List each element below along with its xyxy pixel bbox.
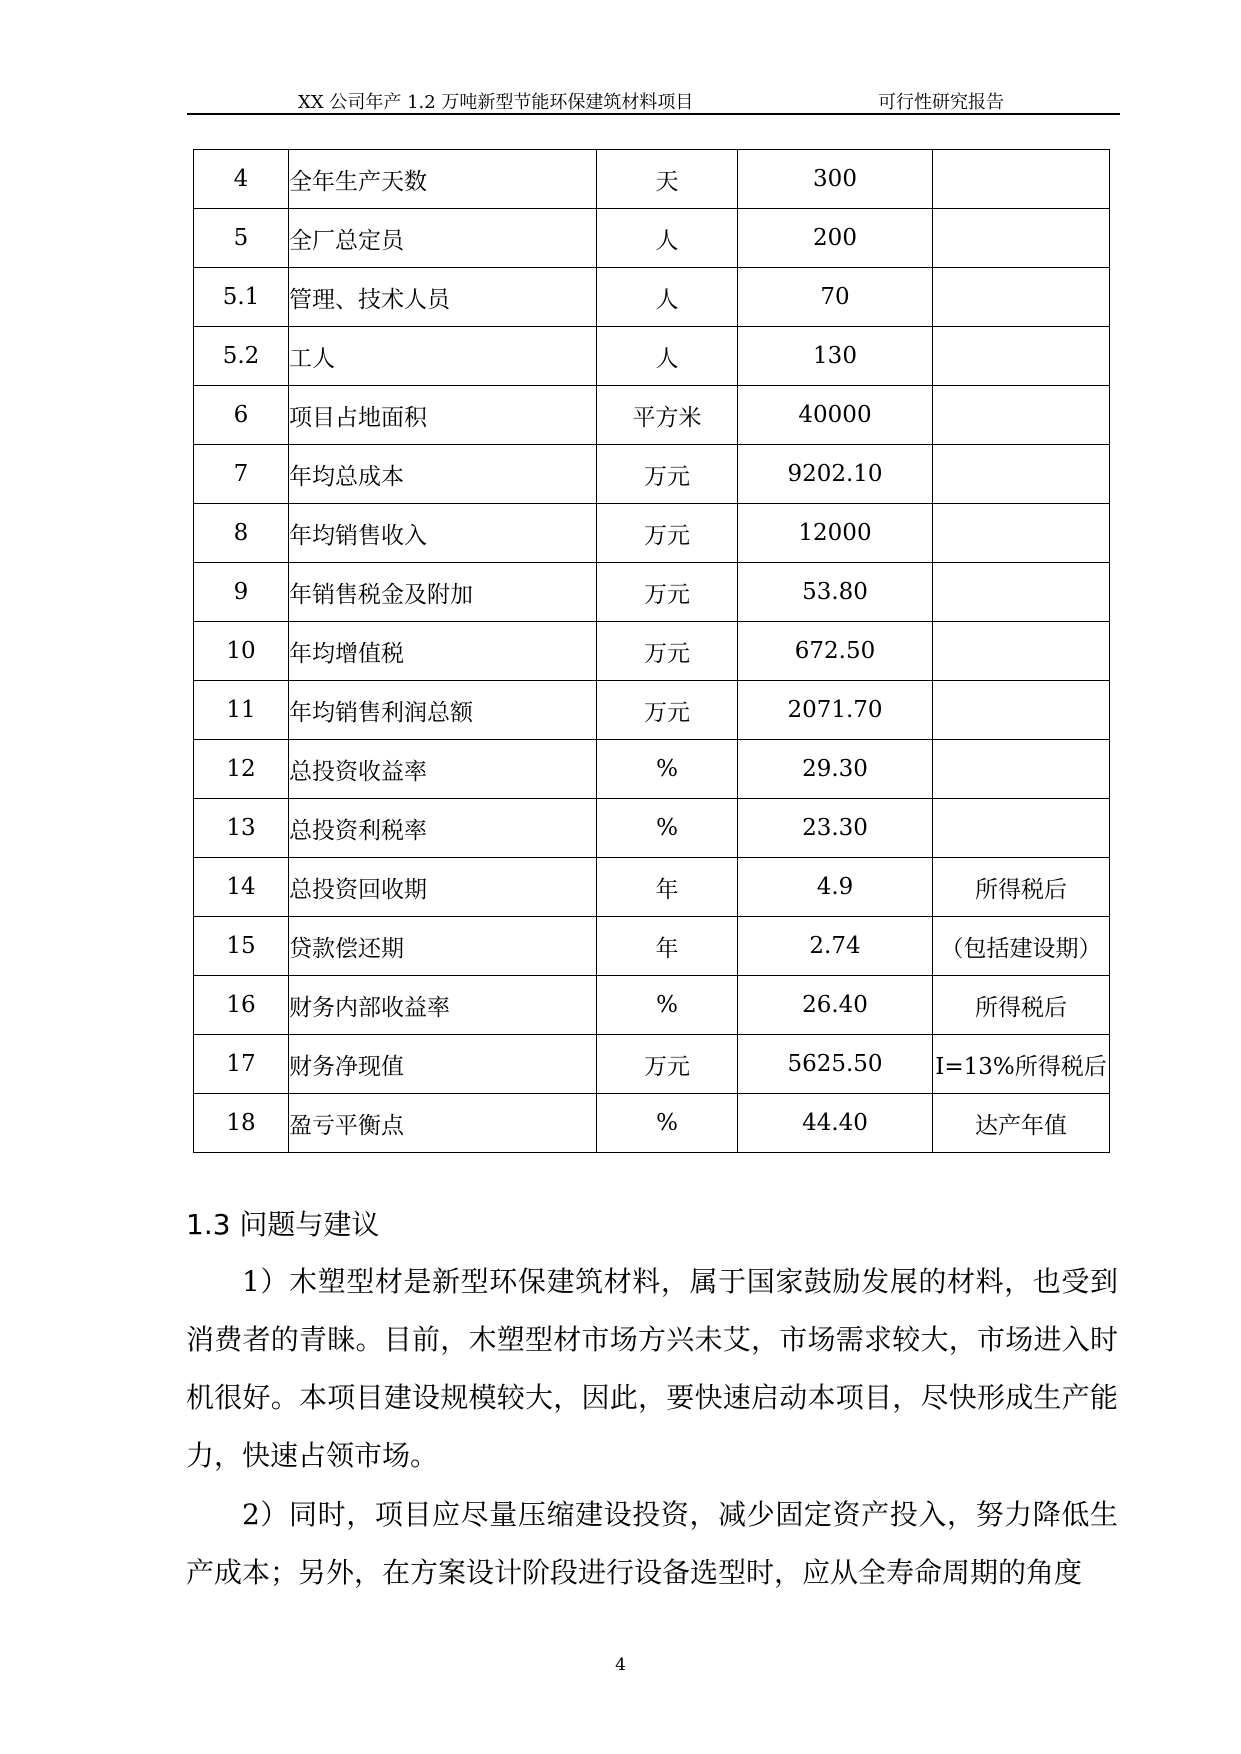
- page-header: [187, 84, 1120, 114]
- cell-unit: 万元: [597, 1035, 738, 1094]
- cell-value: 44.40: [738, 1094, 933, 1153]
- table-row: [194, 1094, 1110, 1153]
- cell-note: （包括建设期）: [933, 917, 1110, 976]
- cell-value: 53.80: [738, 563, 933, 622]
- cell-item: 总投资回收期: [289, 858, 597, 917]
- cell-unit: 人: [597, 327, 738, 386]
- table-row: [194, 150, 1110, 209]
- cell-item: 总投资收益率: [289, 740, 597, 799]
- cell-unit: %: [597, 740, 738, 799]
- cell-item: 全厂总定员: [289, 209, 597, 268]
- cell-number: 5.2: [194, 327, 289, 386]
- cell-unit: %: [597, 1094, 738, 1153]
- cell-note: [933, 504, 1110, 563]
- cell-number: 14: [194, 858, 289, 917]
- cell-item: 年均总成本: [289, 445, 597, 504]
- cell-value: 40000: [738, 386, 933, 445]
- cell-item: 盈亏平衡点: [289, 1094, 597, 1153]
- header-report-type: 可行性研究报告: [878, 92, 1004, 113]
- cell-note: [933, 327, 1110, 386]
- cell-number: 7: [194, 445, 289, 504]
- cell-value: 300: [738, 150, 933, 209]
- cell-value: 4.9: [738, 858, 933, 917]
- cell-number: 4: [194, 150, 289, 209]
- cell-value: 2.74: [738, 917, 933, 976]
- cell-unit: 万元: [597, 681, 738, 740]
- cell-note: [933, 209, 1110, 268]
- cell-item: 贷款偿还期: [289, 917, 597, 976]
- table-row: [194, 622, 1110, 681]
- table-row: [194, 504, 1110, 563]
- cell-value: 9202.10: [738, 445, 933, 504]
- cell-note: [933, 563, 1110, 622]
- cell-note: I=13%所得税后: [933, 1035, 1110, 1094]
- cell-note: [933, 268, 1110, 327]
- cell-item: 年均销售收入: [289, 504, 597, 563]
- table-row: [194, 799, 1110, 858]
- cell-number: 16: [194, 976, 289, 1035]
- cell-unit: %: [597, 799, 738, 858]
- table-row: [194, 563, 1110, 622]
- cell-note: [933, 150, 1110, 209]
- page-number: 4: [615, 1655, 626, 1675]
- table-row: [194, 681, 1110, 740]
- table-row: [194, 917, 1110, 976]
- cell-note: 达产年值: [933, 1094, 1110, 1153]
- cell-unit: 万元: [597, 504, 738, 563]
- cell-item: 年均销售利润总额: [289, 681, 597, 740]
- header-divider: [187, 113, 1120, 115]
- cell-unit: 年: [597, 858, 738, 917]
- table-row: [194, 1035, 1110, 1094]
- cell-value: 200: [738, 209, 933, 268]
- table-row: [194, 445, 1110, 504]
- cell-item: 年均增值税: [289, 622, 597, 681]
- cell-item: 管理、技术人员: [289, 268, 597, 327]
- table-row: [194, 858, 1110, 917]
- cell-unit: 人: [597, 268, 738, 327]
- cell-number: 8: [194, 504, 289, 563]
- table-row: [194, 209, 1110, 268]
- cell-number: 10: [194, 622, 289, 681]
- cell-number: 15: [194, 917, 289, 976]
- cell-value: 672.50: [738, 622, 933, 681]
- cell-value: 5625.50: [738, 1035, 933, 1094]
- cell-item: 总投资利税率: [289, 799, 597, 858]
- cell-unit: 万元: [597, 563, 738, 622]
- cell-unit: 万元: [597, 445, 738, 504]
- cell-unit: %: [597, 976, 738, 1035]
- cell-value: 70: [738, 268, 933, 327]
- cell-note: 所得税后: [933, 976, 1110, 1035]
- cell-unit: 年: [597, 917, 738, 976]
- cell-number: 5.1: [194, 268, 289, 327]
- cell-note: [933, 681, 1110, 740]
- cell-item: 项目占地面积: [289, 386, 597, 445]
- cell-number: 6: [194, 386, 289, 445]
- table-row: [194, 268, 1110, 327]
- cell-number: 13: [194, 799, 289, 858]
- cell-unit: 平方米: [597, 386, 738, 445]
- cell-number: 17: [194, 1035, 289, 1094]
- cell-item: 工人: [289, 327, 597, 386]
- cell-value: 26.40: [738, 976, 933, 1035]
- cell-item: 全年生产天数: [289, 150, 597, 209]
- paragraph-2: 2）同时，项目应尽量压缩建设投资，减少固定资产投入，努力降低生产成本；另外，在方案设计阶段进行设备选型时，应从全寿命周期的角度: [186, 1498, 1118, 1589]
- cell-value: 2071.70: [738, 681, 933, 740]
- cell-value: 23.30: [738, 799, 933, 858]
- cell-item: 财务净现值: [289, 1035, 597, 1094]
- cell-value: 29.30: [738, 740, 933, 799]
- cell-unit: 万元: [597, 622, 738, 681]
- table-row: [194, 976, 1110, 1035]
- cell-number: 9: [194, 563, 289, 622]
- cell-number: 5: [194, 209, 289, 268]
- indicator-table: [193, 149, 1110, 1153]
- indicator-table-body: [194, 150, 1110, 1153]
- cell-note: 所得税后: [933, 858, 1110, 917]
- cell-note: [933, 799, 1110, 858]
- table-row: [194, 740, 1110, 799]
- cell-note: [933, 386, 1110, 445]
- table-row: [194, 386, 1110, 445]
- cell-note: [933, 445, 1110, 504]
- cell-value: 130: [738, 327, 933, 386]
- cell-note: [933, 622, 1110, 681]
- header-project-title: XX 公司年产 1.2 万吨新型节能环保建筑材料项目: [298, 92, 694, 113]
- cell-number: 11: [194, 681, 289, 740]
- table-row: [194, 327, 1110, 386]
- cell-item: 财务内部收益率: [289, 976, 597, 1035]
- cell-value: 12000: [738, 504, 933, 563]
- cell-item: 年销售税金及附加: [289, 563, 597, 622]
- cell-unit: 人: [597, 209, 738, 268]
- section-title: 1.3 问题与建议: [186, 1208, 380, 1241]
- cell-note: [933, 740, 1110, 799]
- cell-number: 18: [194, 1094, 289, 1153]
- cell-unit: 天: [597, 150, 738, 209]
- paragraph-1: 1）木塑型材是新型环保建筑材料，属于国家鼓励发展的材料，也受到消费者的青睐。目前，木塑型材市场方兴未艾，市场需求较大，市场进入时机很好。本项目建设规模较大，因此，要快速启动本项目，尽快形成生产能力，快速占领市场。: [186, 1265, 1118, 1472]
- cell-number: 12: [194, 740, 289, 799]
